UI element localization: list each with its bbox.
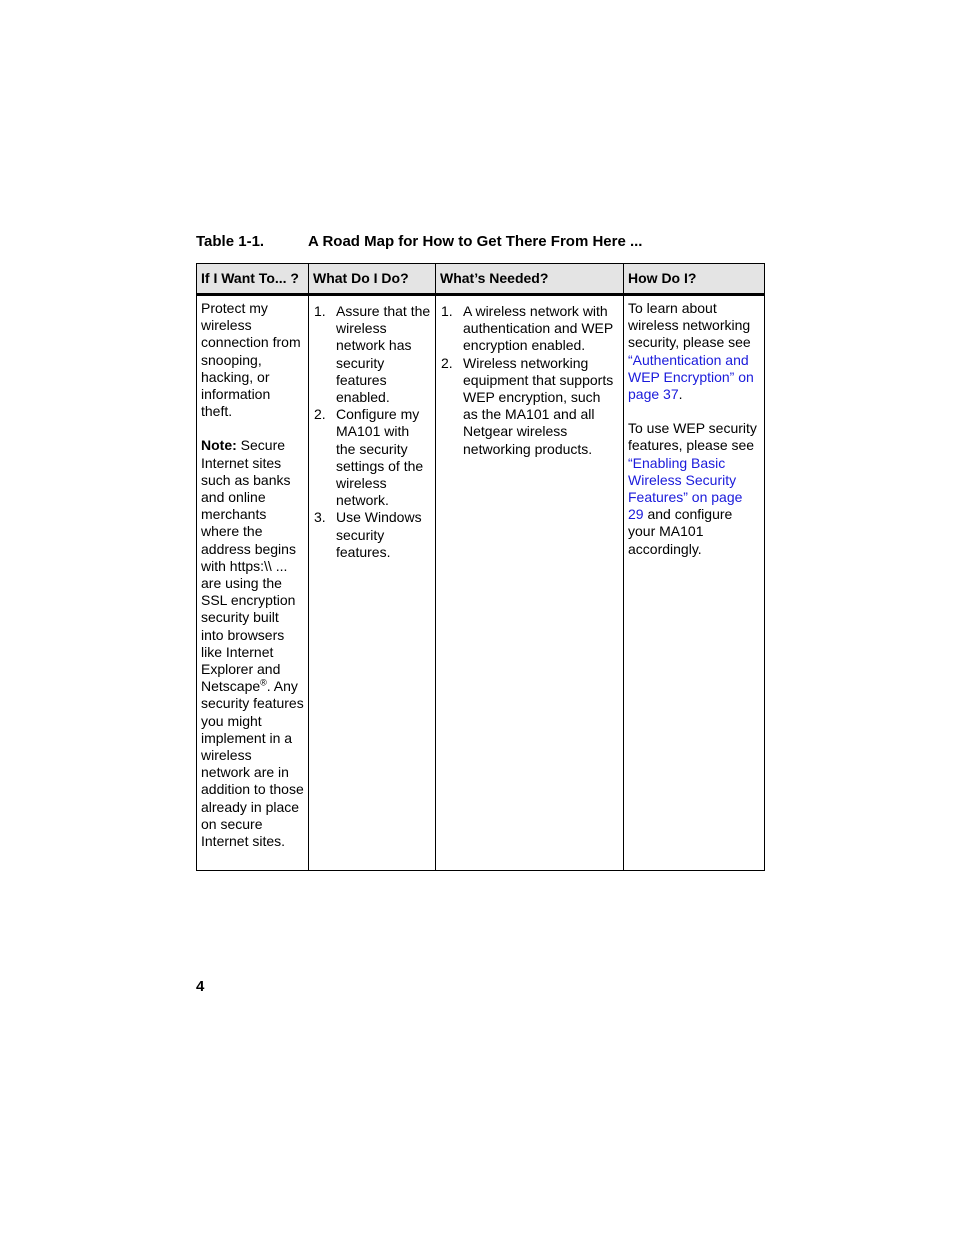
column-header-whats-needed: What’s Needed?	[436, 264, 624, 295]
auth-wep-link[interactable]: “Authentication and WEP Encryption” on page 37	[628, 351, 754, 403]
howto-paragraph-1: To learn about wireless networking security, please see “Authentication and WEP Encryption” on page 37.	[628, 300, 754, 403]
note-text: Secure Internet sites such as banks and online merchants where the address begins with https:\\ ... are using the SSL encryption security built into browsers like Internet Explorer and Netscape	[201, 437, 296, 695]
page-number: 4	[196, 978, 205, 995]
goal-text: Protect my wireless connection from snooping, hacking, or information theft.	[201, 300, 301, 420]
steps-list	[313, 303, 431, 561]
goal-note	[201, 437, 304, 850]
basic-security-link[interactable]: “Enabling Basic Wireless Security Features” on page 29	[628, 454, 743, 523]
road-map-table	[196, 263, 765, 871]
note-tail: . Any security features you might implement in a wireless network are in addition to those already in place on secure Internet sites.	[201, 678, 304, 850]
cell-goal	[197, 295, 309, 871]
table-header-row	[197, 264, 765, 295]
table-row	[197, 295, 765, 871]
list-item: 3. Use Windows security features.	[314, 509, 422, 560]
note-label: Note:	[201, 437, 237, 454]
howto-paragraph-2: To use WEP security features, please see “Enabling Basic Wireless Security Features” on page 29 and configure your MA101 accordingly.	[628, 420, 757, 557]
cell-how-to	[624, 295, 765, 871]
list-item: 2. Wireless networking equipment that supports WEP encryption, such as the MA101 and all Netgear wireless networking products.	[441, 354, 614, 457]
table-title: A Road Map for How to Get There From Here ...	[308, 233, 643, 250]
table-number: Table 1-1.	[196, 233, 265, 250]
column-header-what-do-i-do: What Do I Do?	[309, 264, 436, 295]
cell-requirements	[436, 295, 624, 871]
registered-mark: ®	[260, 677, 267, 688]
requirements-list	[440, 303, 619, 458]
list-item: 1. Assure that the wireless network has security features enabled.	[314, 303, 431, 406]
list-item: 2. Configure my MA101 with the security settings of the wireless network.	[314, 406, 424, 509]
column-header-how-do-i: How Do I?	[624, 264, 765, 295]
cell-steps	[309, 295, 436, 871]
column-header-if-i-want-to: If I Want To... ?	[197, 264, 309, 295]
list-item: 1. A wireless network with authentication and WEP encryption enabled.	[441, 303, 613, 354]
